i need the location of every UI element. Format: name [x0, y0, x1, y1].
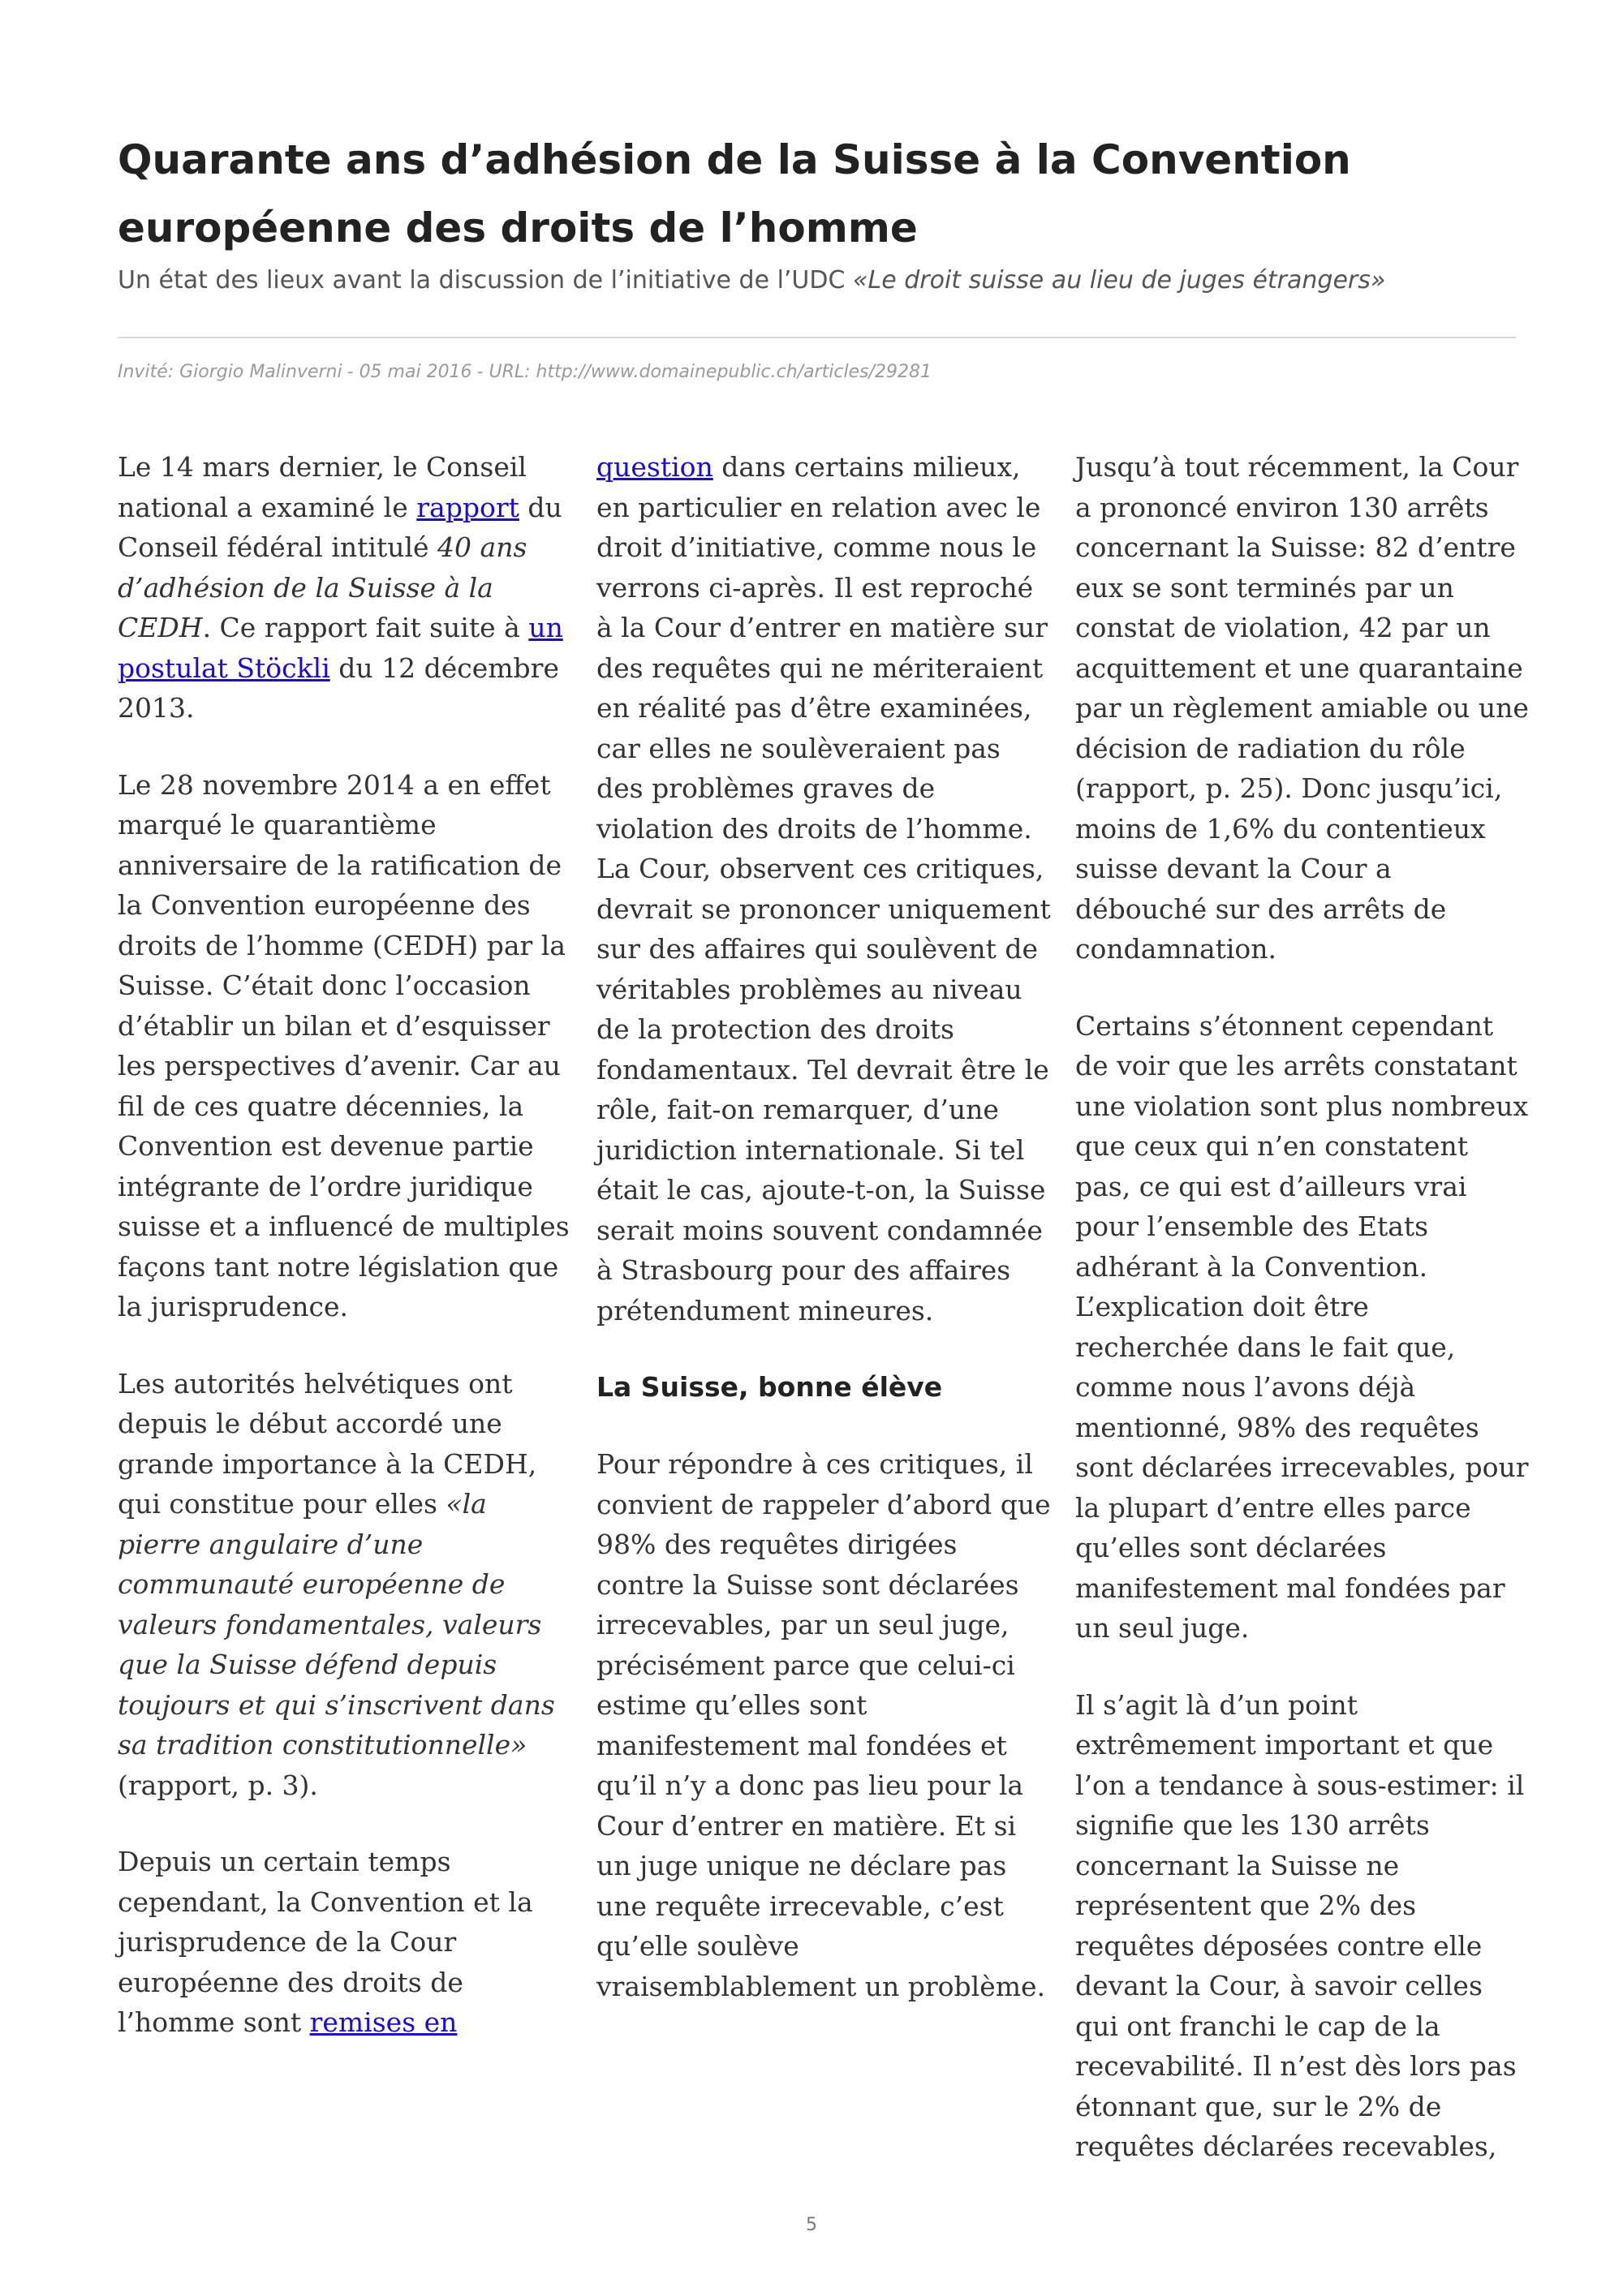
paragraph: Certains s’étonnent cependant de voir que les arrêts constatant une violation sont plus nombreux que ceux qui n’en constatent pas, ce qui est d’ailleurs vrai pour l’ensemble des Etats adhérant à la Convention. L’explication doit être recherchée dans le fait que, comme nous l’avons déjà mentionné, 98% des requêtes sont déclarées irrecevables, pour la plupart d’entre elles parce qu’elles sont déclarées manifestement mal fondées par un seul juge.: [1075, 1009, 1529, 1644]
header-divider: [118, 337, 1516, 338]
text-run: Depuis un certain temps cependant, la Convention et la jurisprudence de la Cour européenne des droits de l’homme sont: [118, 1846, 533, 2038]
article-title: Quarante ans d’adhésion de la Suisse à la Convention européenne des droits de l’homme: [118, 136, 1351, 252]
article-meta: Invité: Giorgio Malinverni - 05 mai 2016 - URL: http://www.domainepublic.ch/articles/29281: [118, 362, 932, 382]
paragraph: [118, 447, 572, 729]
text-run: Les autorités helvétiques ont depuis le début accordé une grande importance à la CEDH, qui constitue pour elles: [118, 1367, 537, 1520]
paragraph: Le 28 novembre 2014 a en effet marqué le quarantième anniversaire de la ratification de la Convention européenne des droits de l’homme (CEDH) par la Suisse. C’était donc l’occasion d’établir un bilan et d’esquisser les perspectives d’avenir. Car au fil de ces quatre décennies, la Convention est devenue partie intégrante de l’ordre juridique suisse et a influencé de multiples façons tant notre législation que la jurisprudence.: [118, 768, 570, 1322]
paragraph: [596, 447, 1051, 1331]
remises-en-question-link-continued[interactable]: question: [596, 451, 713, 483]
subtitle-quote: «Le droit suisse au lieu de juges étrangers»: [852, 266, 1386, 295]
column-1: [118, 447, 572, 2079]
report-title: 40 ans d’adhésion de la Suisse à la CEDH: [118, 531, 527, 643]
text-run: . Ce rapport fait suite à: [202, 612, 529, 643]
paragraph: Il s’agit là d’un point extrêmement important et que l’on a tendance à sous-estimer: il signifie que les 130 arrêts concernant la Suisse ne représentent que 2% des requêtes déposées contre elle devant la Cour, à savoir celles qui ont franchi le cap de la recevabilité. Il n’est dès lors pas étonnant que, sur le 2% de requêtes déclarées recevables,: [1075, 1688, 1525, 2162]
paragraph: [118, 1364, 572, 1806]
subtitle-lead: Un état des lieux avant la discussion de l’initiative de l’UDC: [118, 266, 853, 295]
quote: «la pierre angulaire d’une communauté européenne de valeurs fondamentales, valeurs que la Suisse défend depuis toujours et qui s’inscrivent dans sa tradition constitutionnelle»: [118, 1488, 555, 1761]
paragraph: Jusqu’à tout récemment, la Cour a prononcé environ 130 arrêts concernant la Suisse: 82 d’entre eux se sont terminés par un constat de violation, 42 par un acquittement et une quarantaine par un règlement amiable ou une décision de radiation du rôle (rapport, p. 25). Donc jusqu’ici, moins de 1,6% du contentieux suisse devant la Cour a débouché sur des arrêts de condamnation.: [1075, 451, 1529, 965]
text-run: dans certains milieux, en particulier en relation avec le droit d’initiative, comme nous le verrons ci-après. Il est reproché à la Cour d’entrer en matière sur des requêtes qui ne mériteraient en réalité pas d’être examinées, car elles ne soulèveraient pas des problèmes graves de violation des droits de l’homme. La Cour, observent ces critiques, devrait se prononcer uniquement sur des affaires qui soulèvent de véritables problèmes au niveau de la protection des droits fondamentaux. Tel devrait être le rôle, fait-on remarquer, d’une juridiction internationale. Si tel était le cas, ajoute-t-on, la Suisse serait moins souvent condamnée à Strasbourg pour des affaires prétendument mineures.: [596, 451, 1051, 1326]
paragraph: [118, 1842, 572, 2043]
section-heading: La Suisse, bonne élève: [596, 1371, 943, 1403]
meta-author: Invité: Giorgio Malinverni: [118, 362, 342, 382]
postulat-link[interactable]: un postulat Stöckli: [118, 612, 563, 684]
article-subtitle: [118, 263, 1513, 299]
column-2: [596, 447, 1051, 2043]
text-run: (rapport, p. 3).: [118, 1769, 318, 1801]
column-3: [1075, 447, 1530, 2204]
text-run: du Conseil fédéral intitulé: [118, 491, 562, 563]
text-run: du 12 décembre 2013.: [118, 651, 559, 724]
remises-en-question-link[interactable]: remises en: [309, 2006, 458, 2038]
meta-date: 05 mai 2016: [359, 362, 472, 382]
page-number: 5: [806, 2215, 817, 2235]
meta-url: URL: http://www.domainepublic.ch/articles/29281: [489, 362, 932, 382]
rapport-link[interactable]: rapport: [416, 491, 519, 523]
paragraph: Pour répondre à ces critiques, il convient de rappeler d’abord que 98% des requêtes dirigées contre la Suisse sont déclarées irrecevables, par un seul juge, précisément parce que celui-ci estime qu’elles sont manifestement mal fondées et qu’il n’y a donc pas lieu pour la Cour d’entrer en matière. Et si un juge unique ne déclare pas une requête irrecevable, c’est qu’elle soulève vraisemblablement un problème.: [596, 1448, 1051, 2002]
text-run: Le 14 mars dernier, le Conseil national a examiné le: [118, 451, 527, 523]
